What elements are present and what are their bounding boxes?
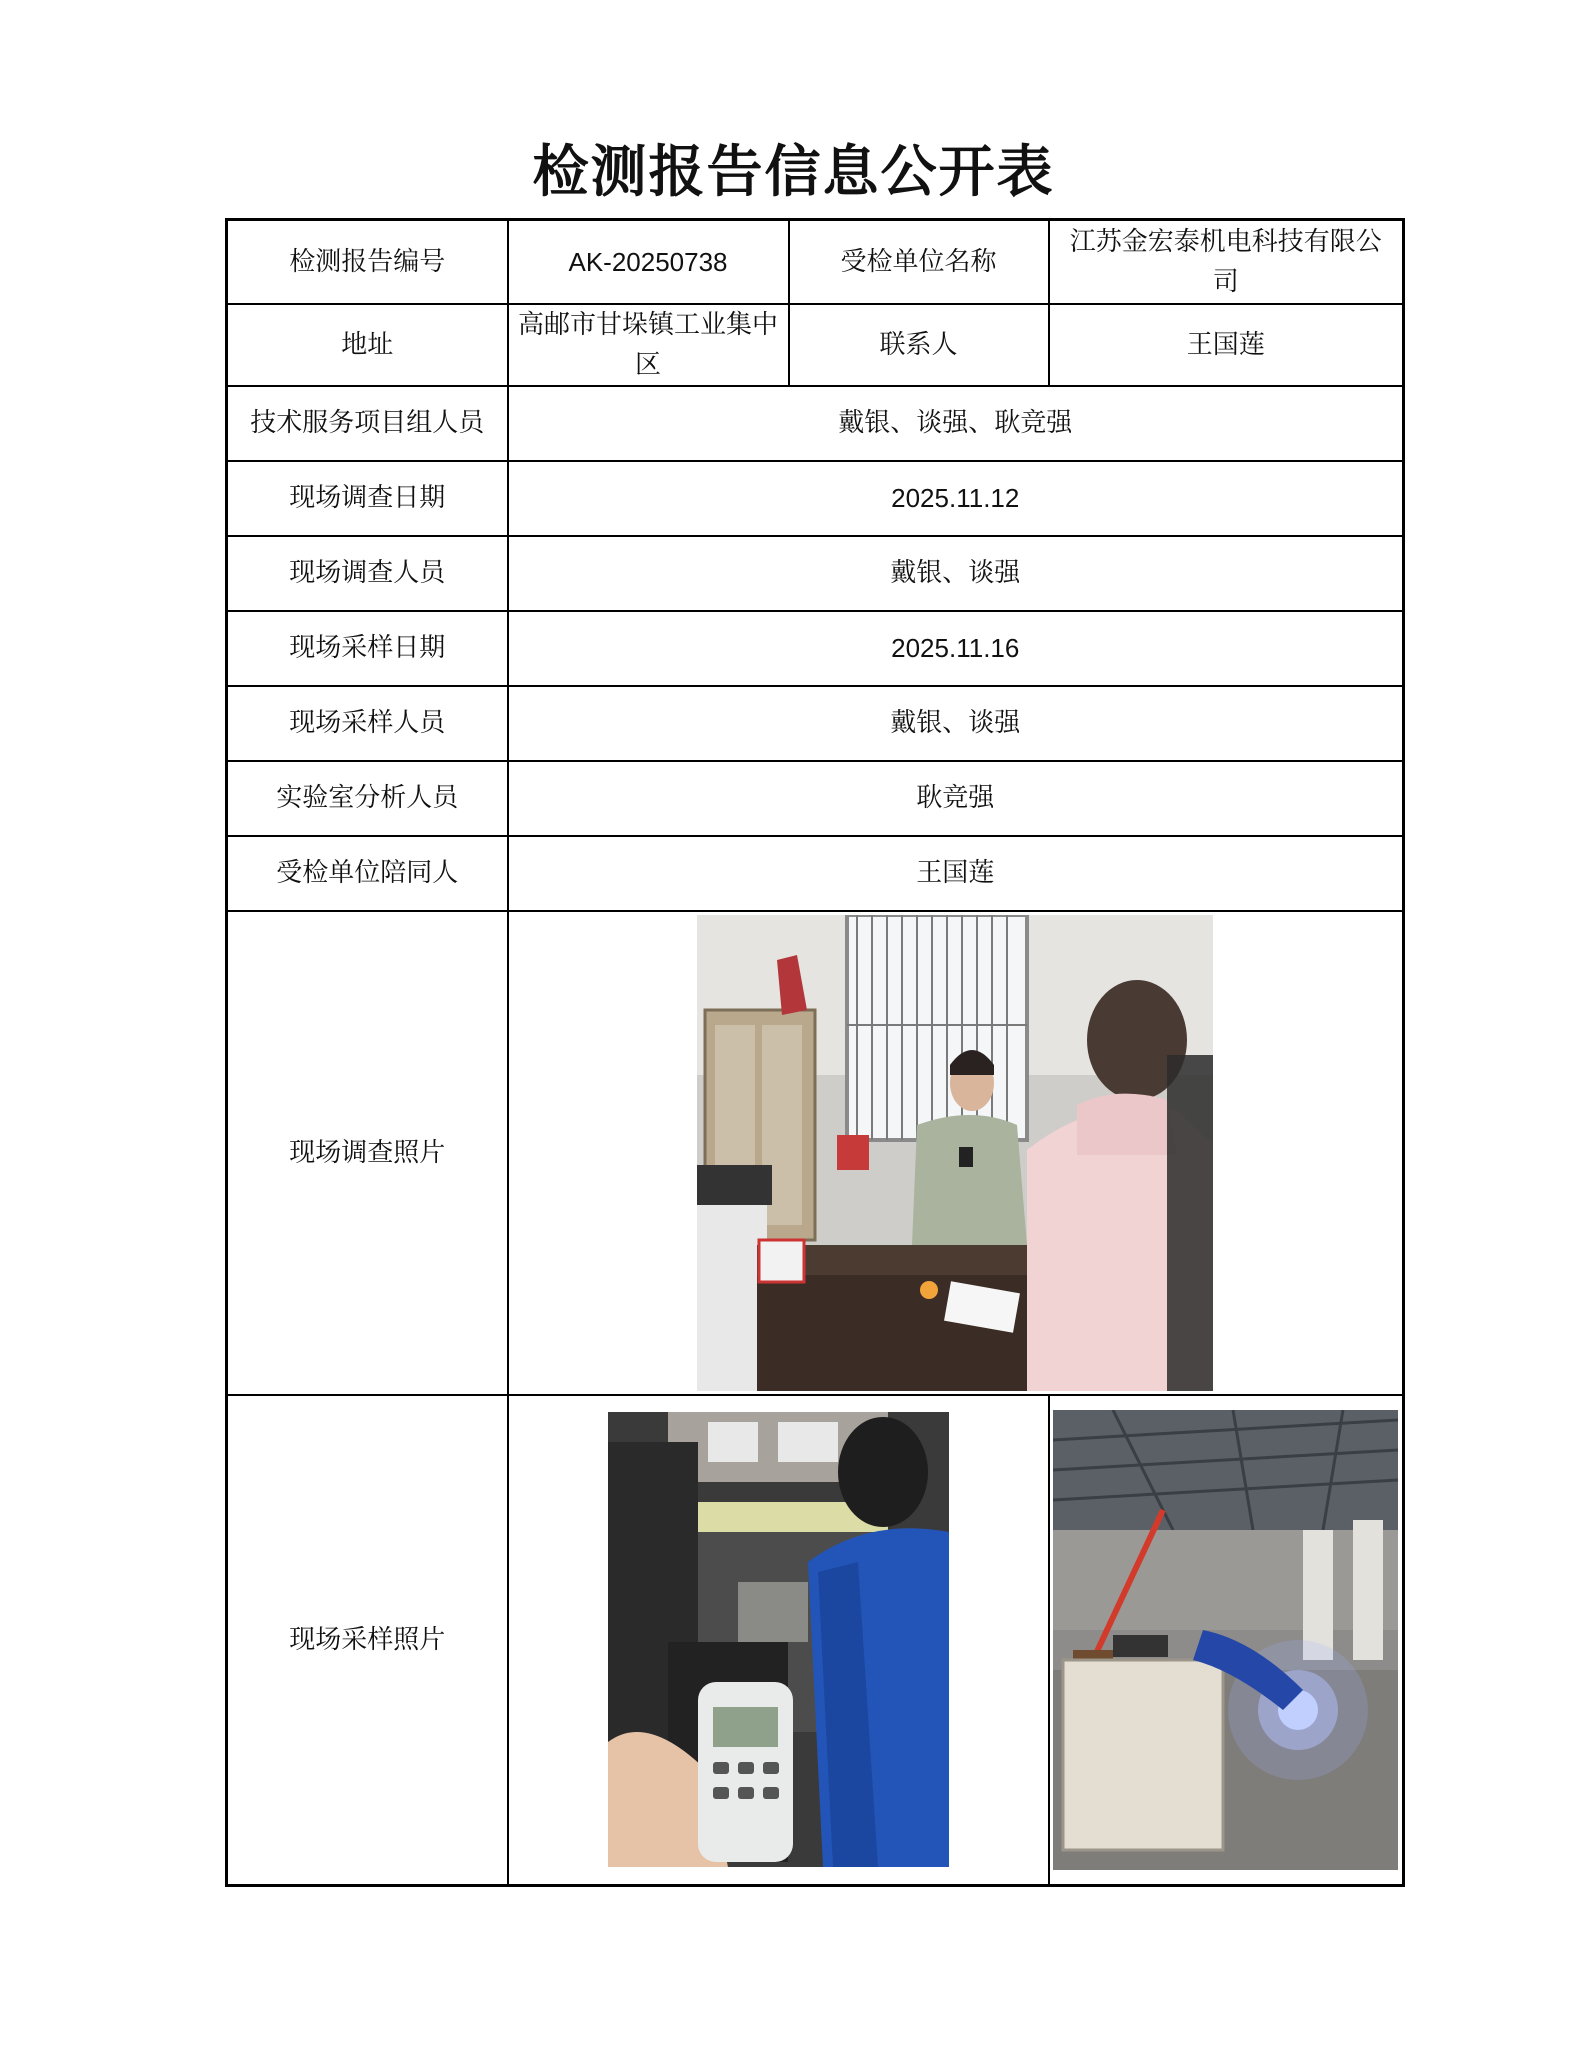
row-survey-date xyxy=(227,461,1404,536)
label-survey-date: 现场调查日期 xyxy=(227,461,508,536)
label-unit-name: 受检单位名称 xyxy=(789,220,1049,304)
label-sampling-photo: 现场采样照片 xyxy=(227,1395,508,1886)
row-lab-staff xyxy=(227,761,1404,836)
value-address: 高邮市甘垛镇工业集中区 xyxy=(508,304,789,386)
label-sampling-date: 现场采样日期 xyxy=(227,611,508,686)
value-sampling-date: 2025.11.16 xyxy=(508,611,1404,686)
row-survey-staff xyxy=(227,536,1404,611)
sampling-photo-cell-left xyxy=(508,1395,1049,1886)
value-survey-date: 2025.11.12 xyxy=(508,461,1404,536)
value-survey-staff: 戴银、谈强 xyxy=(508,536,1404,611)
page-title: 检测报告信息公开表 xyxy=(532,139,1055,205)
sampling-photo-2-image xyxy=(1053,1410,1398,1870)
label-lab-staff: 实验室分析人员 xyxy=(227,761,508,836)
row-escort xyxy=(227,836,1404,911)
report-table xyxy=(225,218,1405,1887)
row-address xyxy=(227,304,1404,386)
row-survey-photo xyxy=(227,911,1404,1395)
sampling-photo-2 xyxy=(1053,1410,1398,1870)
row-sampling-staff xyxy=(227,686,1404,761)
sampling-photo-cell-right xyxy=(1049,1395,1404,1886)
label-team: 技术服务项目组人员 xyxy=(227,386,508,461)
label-survey-photo: 现场调查照片 xyxy=(227,911,508,1395)
survey-photo-cell xyxy=(508,911,1404,1395)
label-report-no: 检测报告编号 xyxy=(227,220,508,304)
row-sampling-photo xyxy=(227,1395,1404,1886)
row-report-no xyxy=(227,220,1404,304)
label-contact: 联系人 xyxy=(789,304,1049,386)
value-sampling-staff: 戴银、谈强 xyxy=(508,686,1404,761)
label-escort: 受检单位陪同人 xyxy=(227,836,508,911)
survey-photo xyxy=(697,915,1213,1391)
survey-photo-image xyxy=(697,915,1213,1391)
label-address: 地址 xyxy=(227,304,508,386)
label-sampling-staff: 现场采样人员 xyxy=(227,686,508,761)
sampling-photo-1 xyxy=(608,1412,949,1867)
value-lab-staff: 耿竞强 xyxy=(508,761,1404,836)
value-escort: 王国莲 xyxy=(508,836,1404,911)
label-survey-staff: 现场调查人员 xyxy=(227,536,508,611)
value-team: 戴银、谈强、耿竞强 xyxy=(508,386,1404,461)
row-team xyxy=(227,386,1404,461)
value-contact: 王国莲 xyxy=(1049,304,1404,386)
sampling-photo-1-image xyxy=(608,1412,949,1867)
value-unit-name: 江苏金宏泰机电科技有限公司 xyxy=(1049,220,1404,304)
row-sampling-date xyxy=(227,611,1404,686)
value-report-no: AK-20250738 xyxy=(508,220,789,304)
